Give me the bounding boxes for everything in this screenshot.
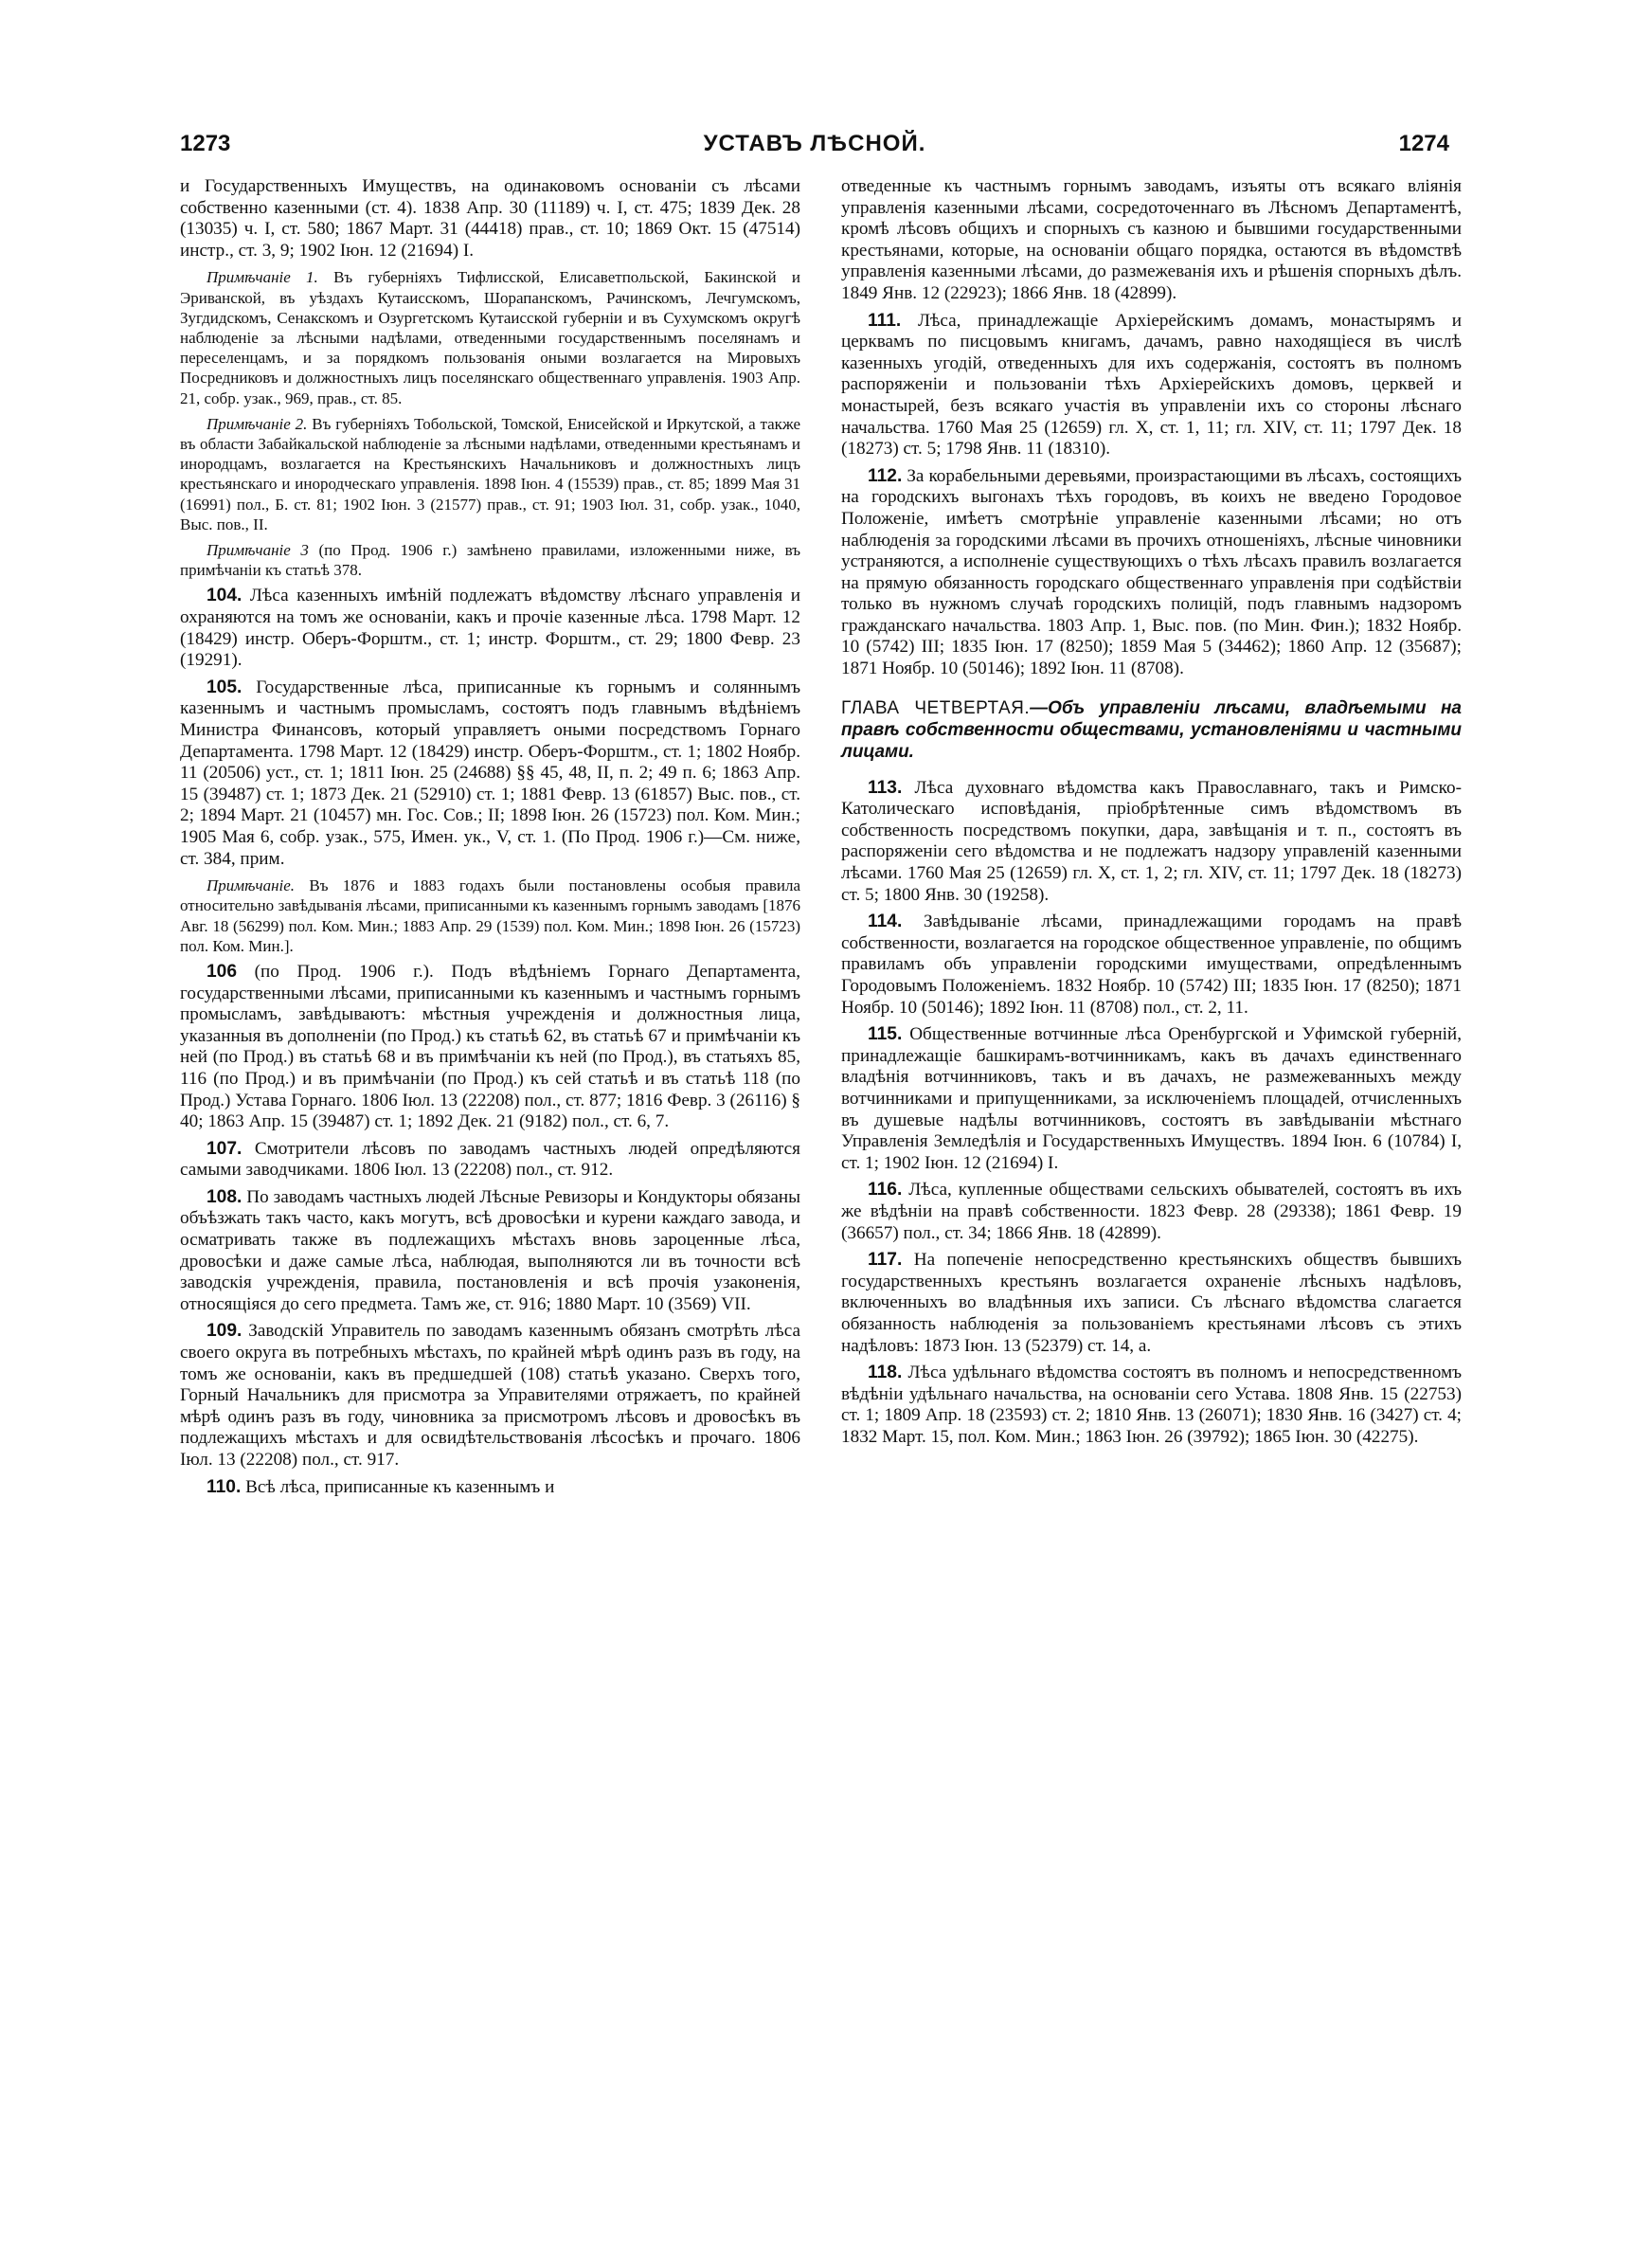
article-text: За корабельными деревьями, произрастающими въ лѣсахъ, состоящихъ на городскихъ выгонахъ тѣхъ городовъ, въ коихъ не введено Городовое Положеніе, имѣетъ смотрѣніе управленіе казенными лѣсами; но отъ наблюденія за городскими лѣсами въ прочихъ отношеніяхъ, лѣсные чиновники устраняются, а исполненіе существующихъ о тѣхъ лѣсахъ правилъ возлагается на прямую обязанность городскаго общественнаго управленія при содѣйствіи только въ нужномъ случаѣ городскихъ полицій, подъ главнымъ надзоромъ гражданскаго начальства. 1803 Апр. 1, Выс. пов. (по Мин. Фин.); 1832 Ноябр. 10 (5742) III; 1835 Іюн. 17 (8250); 1859 Мая 5 (34462); 1860 Апр. 12 (35687); 1871 Ноябр. 10 (50146); 1892 Іюн. 11 (8708).	[841, 465, 1463, 679]
article-109	[180, 1321, 800, 1471]
continued-paragraph: отведенные къ частнымъ горнымъ заводамъ, изъяты отъ всякаго вліянія управленія казенными лѣсами, сосредоточеннаго въ Лѣсномъ Департаментѣ, кромѣ лѣсовъ общихъ и спорныхъ съ казною и бывшими государственными крестьянами, которые, на основаніи общаго порядка, остаются въ вѣдомствѣ управленія казенными лѣсами, до размежеванія ихъ и рѣшенія спорныхъ дѣлъ. 1849 Янв. 12 (22923); 1866 Янв. 18 (42899).	[841, 176, 1462, 303]
note-text: Въ губерніяхъ Тифлисской, Елисаветпольской, Бакинской и Эриванской, въ уѣздахъ Кутаисскомъ, Шорапанскомъ, Рачинскомъ, Лечгумскомъ, Зугдидскомъ, Сенакскомъ и Озургетскомъ Кутаисской губерніи и въ Сухумскомъ округѣ наблюденіе за лѣсными надѣлами, отведенными государственнымъ поселянамъ и переселенцамъ, и за порядкомъ пользованія оными возлагается на Мировыхъ Посредниковъ и должностныхъ лицъ поселянскаго общественнаго управленія. 1903 Апр. 21, собр. узак., 969, прав., ст. 85.	[180, 268, 801, 407]
article-116	[841, 1180, 1462, 1244]
article-text: По заводамъ частныхъ людей Лѣсные Ревизоры и Кондукторы обязаны объѣзжать такъ часто, какъ могутъ, всѣ дровосѣки и курени каждаго завода, и осматривать также въ подлежащихъ мѣстахъ вновь зароценные лѣса, дровосѣки и даже самые лѣса, наблюдая, выполняются ли въ точности всѣ заводскія учрежденія, правила, постановленія и всѣ прочія узаконенія, относящіяся до сего предмета. Тамъ же, ст. 916; 1880 Март. 10 (3569) VII.	[180, 1186, 800, 1314]
article-107	[180, 1139, 800, 1182]
running-title: УСТАВЪ ЛѢСНОЙ.	[703, 131, 926, 156]
chapter-heading	[841, 697, 1462, 763]
note-text: (по Прод. 1906 г.) замѣнено правилами, изложенными ниже, въ примѣчаніи къ статьѣ 378.	[180, 541, 800, 580]
article-text: Лѣса духовнаго вѣдомства какъ Православнаго, такъ и Римско-Католическаго исповѣданія, пріобрѣтенные симъ вѣдомствомъ въ собственность посредствомъ покупки, дара, завѣщанія и т. п., состоятъ въ распоряженіи сего вѣдомства и не подлежатъ надзору управленій казенными лѣсами. 1760 Мая 25 (12659) гл. X, ст. 1, 2; гл. XIV, ст. 11; 1797 Дек. 18 (18273) ст. 5; 1800 Янв. 30 (19258).	[841, 777, 1463, 905]
note-label: Примѣчаніе 2.	[206, 414, 308, 433]
continued-paragraph: и Государственныхъ Имуществъ, на одинаковомъ основаніи съ лѣсами собственно казенными (ст. 4). 1838 Апр. 30 (11189) ч. I, ст. 475; 1839 Дек. 28 (13035) ч. I, ст. 580; 1867 Март. 31 (44418) прав., ст. 10; 1869 Окт. 15 (47514) инстр., ст. 3, 9; 1902 Іюн. 12 (21694) I.	[180, 176, 800, 261]
article-text: (по Прод. 1906 г.). Подъ вѣдѣніемъ Горнаго Департамента, государственными лѣсами, приписанными къ казеннымъ и частнымъ горнымъ промысламъ, завѣдываютъ: мѣстныя учрежденія и должностныя лица, указанныя въ дополненіи (по Прод.) къ статьѣ 62, въ статьѣ 67 и примѣчаніи къ ней (по Прод.) въ статьѣ 68 и въ примѣчаніи къ ней (по Прод.), въ статьяхъ 85, 116 (по Прод.) и въ примѣчаніи (по Прод.) къ сей статьѣ и въ статьѣ 118 (по Прод.) Устава Горнаго. 1806 Іюл. 13 (22208) пол., ст. 877; 1816 Февр. 3 (26116) § 40; 1863 Апр. 15 (39487) ст. 1; 1892 Дек. 21 (9182) пол., ст. 6, 7.	[180, 961, 800, 1132]
chapter-number: ГЛАВА ЧЕТВЕРТАЯ.	[841, 697, 1031, 718]
article-number: 112.	[868, 465, 903, 486]
right-column	[841, 176, 1462, 1454]
article-text: Государственные лѣса, приписанные къ горнымъ и соляннымъ казеннымъ и частнымъ промысламъ, состоятъ подъ главнымъ вѣдѣніемъ Министра Финансовъ, который управляетъ оными посредствомъ Горнаго Департамента. 1798 Март. 12 (18429) инстр. Оберъ-Форштм., ст. 1; 1802 Ноябр. 11 (20506) уст., ст. 1; 1811 Іюн. 25 (24688) §§ 45, 48, II, п. 2; 49 п. 6; 1863 Апр. 15 (39487) ст. 1; 1873 Дек. 21 (52910) ст. 1; 1881 Февр. 13 (61857) Выс. пов., ст. 2; 1894 Март. 21 (10457) мн. Гос. Сов.; II; 1898 Іюн. 26 (15723) пол. Ком. Мин.; 1905 Мая 6, собр. узак., 575, Имен. ук., V, ст. 1. (По Прод. 1906 г.)—См. ниже, ст. 384, прим.	[180, 677, 800, 869]
article-113	[841, 778, 1462, 907]
article-number: 118.	[868, 1363, 903, 1383]
note-label: Примѣчаніе 3	[206, 541, 309, 560]
chapter-title: —Объ управленіи лѣсами, владѣемыми на правѣ собственности обществами, установленіями и частными лицами.	[841, 697, 1462, 762]
article-text: На попеченіе непосредственно крестьянскихъ обществъ бывшихъ государственныхъ крестьянъ возлагается охраненіе лѣсныхъ надѣловъ, включенныхъ во владѣнныя ихъ записи. Съ лѣснаго вѣдомства слагается обязанность наблюденія за пользованіемъ крестьянами лѣсовъ съ этихъ надѣловъ: 1873 Іюн. 13 (52379) ст. 14, а.	[841, 1250, 1462, 1356]
note-label: Примѣчаніе 1.	[206, 268, 318, 287]
note-2	[180, 414, 800, 534]
article-number: 111.	[868, 310, 902, 331]
note-label: Примѣчаніе.	[206, 876, 296, 895]
article-number: 107.	[206, 1138, 242, 1159]
article-112	[841, 466, 1462, 680]
note-text: Въ губерніяхъ Тобольской, Томской, Енисейской и Иркутской, а также въ области Забайкальской наблюденіе за лѣсными надѣлами, отведенными крестьянамъ и инородцамъ, возлагается на Крестьянскихъ Начальниковъ и должностныхъ лицъ крестьянскаго и инородческаго управленія. 1898 Іюн. 4 (15539) прав., ст. 85; 1899 Мая 31 (16991) пол., Б. ст. 81; 1902 Іюн. 3 (21577) прав., ст. 91; 1903 Іюл. 31, собр. узак., 1040, Выс. пов., II.	[180, 414, 801, 533]
note-4	[180, 876, 800, 956]
article-text: Заводскій Управитель по заводамъ казеннымъ обязанъ смотрѣть лѣса своего округа въ потребныхъ мѣстахъ, по крайней мѣрѣ одинъ разъ въ году, на томъ же основаніи, какъ въ предшедшей (108) статьѣ указано. Сверхъ того, Горный Начальникъ для присмотра за Управителями отряжаетъ, по крайней мѣрѣ одинъ разъ въ году, чиновника за присмотромъ лѣсовъ и дровосѣкъ въ подлежащихъ мѣстахъ и для освидѣтельствованія лѣсосѣкъ и прочаго. 1806 Іюл. 13 (22208) пол., ст. 917.	[180, 1321, 800, 1471]
article-number: 109.	[206, 1321, 242, 1342]
article-text: Завѣдываніе лѣсами, принадлежащими городамъ на правѣ собственности, возлагается на городское общественное управленіе, по общимъ правиламъ объ управленіи городскими имуществами, опредѣленнымъ Городовымъ Положеніемъ. 1832 Ноябр. 10 (5742) III; 1835 Іюн. 17 (8250); 1871 Ноябр. 10 (50146); 1892 Іюн. 11 (8708) пол., ст. 2, 11.	[841, 912, 1462, 1018]
note-3	[180, 540, 800, 580]
article-105	[180, 677, 800, 870]
article-number: 106	[206, 961, 238, 982]
article-text: Лѣса, принадлежащіе Архіерейскимъ домамъ, монастырямъ и церквамъ по писцовымъ книгамъ, дачамъ, равно находящіеся въ числѣ казенныхъ угодій, отведенныхъ для ихъ содержанія, состоятъ въ полномъ распоряженіи и пользованіи тѣхъ Архіерейскихъ домовъ, церквей и монастырей, безъ всякаго участія въ управленіи ихъ со стороны лѣснаго начальства. 1760 Мая 25 (12659) гл. X, ст. 1, 11; гл. XIV, ст. 11; 1797 Дек. 18 (18273) ст. 5; 1798 Янв. 11 (18310).	[841, 310, 1462, 460]
page-header	[180, 131, 1449, 169]
article-text: Лѣса, купленные обществами сельскихъ обывателей, состоятъ въ ихъ же вѣдѣніи на правѣ собственности. 1823 Февр. 28 (29338); 1861 Февр. 19 (36657) пол., ст. 34; 1866 Янв. 18 (42899).	[841, 1180, 1462, 1243]
article-number: 113.	[868, 777, 903, 798]
article-117	[841, 1250, 1462, 1357]
article-111	[841, 311, 1462, 460]
article-104	[180, 586, 800, 671]
article-number: 114.	[868, 912, 903, 932]
article-text: Лѣса удѣльнаго вѣдомства состоятъ въ полномъ и непосредственномъ вѣдѣніи удѣльнаго начальства, на основаніи сего Устава. 1808 Янв. 15 (22753) ст. 1; 1809 Апр. 18 (23593) ст. 2; 1810 Янв. 13 (26071); 1830 Янв. 16 (3427) ст. 4; 1832 Март. 15, пол. Ком. Мин.; 1863 Іюн. 26 (39792); 1865 Іюн. 30 (42275).	[841, 1363, 1463, 1447]
article-number: 108.	[206, 1186, 242, 1207]
article-118	[841, 1363, 1462, 1448]
note-1	[180, 267, 800, 407]
page-number-left: 1273	[180, 131, 231, 156]
article-number: 105.	[206, 677, 242, 697]
article-106	[180, 962, 800, 1133]
article-number: 116.	[868, 1180, 903, 1201]
article-number: 110.	[206, 1476, 242, 1497]
article-110	[180, 1477, 800, 1499]
article-text: Всѣ лѣса, приписанные къ казеннымъ и	[245, 1476, 555, 1497]
article-number: 117.	[868, 1250, 903, 1271]
article-115	[841, 1024, 1462, 1174]
article-108	[180, 1187, 800, 1316]
article-text: Общественные вотчинные лѣса Оренбургской и Уфимской губерній, принадлежащіе башкирамъ-вотчинникамъ, какъ въ дачахъ единственнаго владѣнія вотчинниковъ, такъ и въ дачахъ, не размежеванныхъ между вотчинниками и припущенниками, за исключеніемъ площадей, отчисленныхъ въ душевые надѣлы вотчинниковъ, состоятъ въ завѣдываніи мѣстнаго Управленія Земледѣлія и Государственныхъ Имуществъ. 1894 Іюн. 6 (10784) I, ст. 1; 1902 Іюн. 12 (21694) I.	[841, 1024, 1463, 1173]
article-text: Лѣса казенныхъ имѣній подлежатъ вѣдомству лѣснаго управленія и охраняются на томъ же основаніи, какъ и прочіе казенные лѣса. 1798 Март. 12 (18429) инстр. Оберъ-Форштм., ст. 1; инстр. Форштм., ст. 29; 1800 Февр. 23 (19291).	[180, 586, 801, 671]
article-114	[841, 912, 1462, 1019]
article-number: 104.	[206, 586, 242, 606]
left-column	[180, 176, 800, 1504]
note-text: Въ 1876 и 1883 годахъ были постановлены особыя правила относительно завѣдыванія лѣсами, приписанными къ казеннымъ горнымъ заводамъ [1876 Авг. 18 (56299) пол. Ком. Мин.; 1883 Апр. 29 (1539) пол. Ком. Мин.; 1898 Іюн. 26 (15723) пол. Ком. Мин.].	[180, 876, 801, 955]
article-number: 115.	[868, 1024, 903, 1045]
article-text: Смотрители лѣсовъ по заводамъ частныхъ людей опредѣляются самыми заводчиками. 1806 Іюл. 13 (22208) пол., ст. 912.	[180, 1138, 800, 1181]
page-number-right: 1274	[1398, 131, 1449, 156]
